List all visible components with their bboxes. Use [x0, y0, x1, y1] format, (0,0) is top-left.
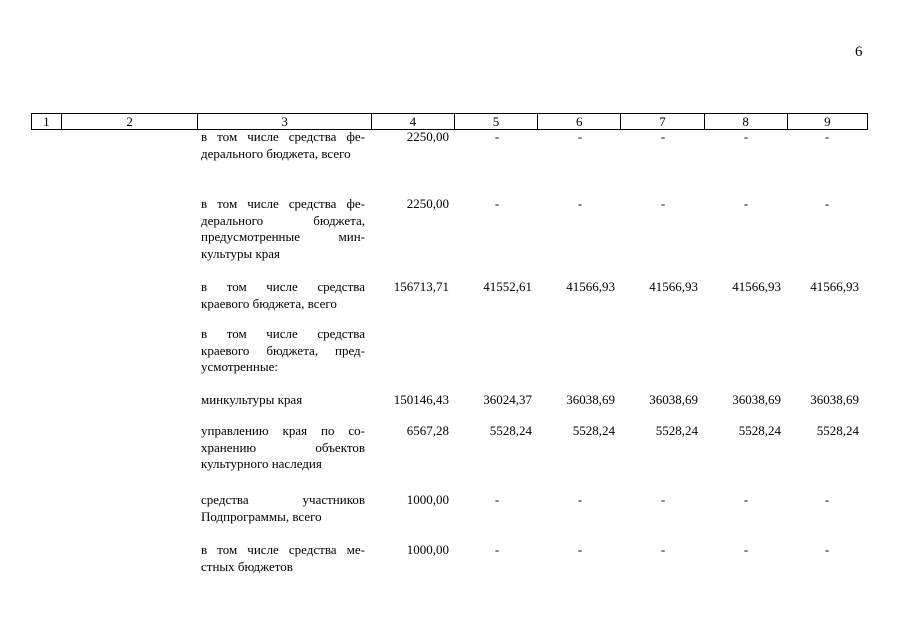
value-col-5: 41552,61	[483, 279, 532, 294]
value-col-7: 5528,24	[655, 423, 698, 438]
value-col-9: 41566,93	[810, 279, 859, 294]
value-col-8: -	[743, 492, 749, 507]
value-col-8: 41566,93	[732, 279, 781, 294]
value-col-4: 1000,00	[406, 492, 449, 507]
value-col-7: 36038,69	[649, 392, 698, 407]
value-col-4: 2250,00	[406, 129, 449, 144]
value-col-7: -	[660, 542, 666, 557]
value-col-8: 5528,24	[738, 423, 781, 438]
value-col-6: 36038,69	[566, 392, 615, 407]
value-col-5: 36024,37	[483, 392, 532, 407]
header-col-2: 2	[62, 114, 199, 129]
value-col-9: -	[824, 196, 830, 211]
table-header-row	[31, 113, 868, 130]
value-col-6: -	[577, 492, 583, 507]
header-col-4: 4	[372, 114, 455, 129]
value-col-4: 2250,00	[406, 196, 449, 211]
header-col-9: 9	[824, 114, 831, 129]
value-col-9: -	[824, 129, 830, 144]
header-col-7: 7	[621, 114, 704, 129]
value-col-5: 5528,24	[489, 423, 532, 438]
value-col-4: 150146,43	[393, 392, 449, 407]
value-col-8: -	[743, 196, 749, 211]
value-col-5: -	[494, 542, 500, 557]
value-col-7: -	[660, 492, 666, 507]
value-col-6: 5528,24	[572, 423, 615, 438]
header-col-8: 8	[705, 114, 788, 129]
value-col-9: 5528,24	[816, 423, 859, 438]
header-col-3: 3	[198, 114, 371, 129]
value-col-7: -	[660, 129, 666, 144]
value-col-4: 6567,28	[406, 423, 449, 438]
value-col-8: 36038,69	[732, 392, 781, 407]
header-col-1: 1	[32, 114, 62, 129]
row-description: в том числе средства фе-деpального бюджета, предусмотренные мин-культуры края	[201, 196, 365, 261]
value-col-9: -	[824, 492, 830, 507]
value-col-8: -	[743, 129, 749, 144]
value-col-6: -	[577, 196, 583, 211]
value-col-6: -	[577, 542, 583, 557]
value-col-4: 156713,71	[393, 279, 449, 294]
value-col-9: 36038,69	[810, 392, 859, 407]
value-col-4: 1000,00	[406, 542, 449, 557]
row-description: минкультуры края	[201, 392, 303, 407]
row-description: в том числе средства краевого бюджета, всего	[201, 279, 365, 311]
value-col-8: -	[743, 542, 749, 557]
value-col-6: -	[577, 129, 583, 144]
header-col-6: 6	[538, 114, 621, 129]
value-col-9: -	[824, 542, 830, 557]
row-description: в том числе средства ме-стных бюджетов	[201, 542, 365, 574]
value-col-7: -	[660, 196, 666, 211]
value-col-5: -	[494, 492, 500, 507]
header-col-5: 5	[455, 114, 538, 129]
value-col-5: -	[494, 196, 500, 211]
row-description: в том числе средства фе-деpального бюджета, всего	[201, 129, 365, 161]
value-col-6: 41566,93	[566, 279, 615, 294]
value-col-5: -	[494, 129, 500, 144]
value-col-7: 41566,93	[649, 279, 698, 294]
row-description: средства участников Подпрограммы, всего	[201, 492, 365, 524]
row-description: управлению края по со-хранению объектов культурного наследия	[201, 423, 365, 471]
row-description: в том числе средства краевого бюджета, пред-усмотренные:	[201, 326, 365, 374]
page-number: 6	[855, 44, 863, 60]
